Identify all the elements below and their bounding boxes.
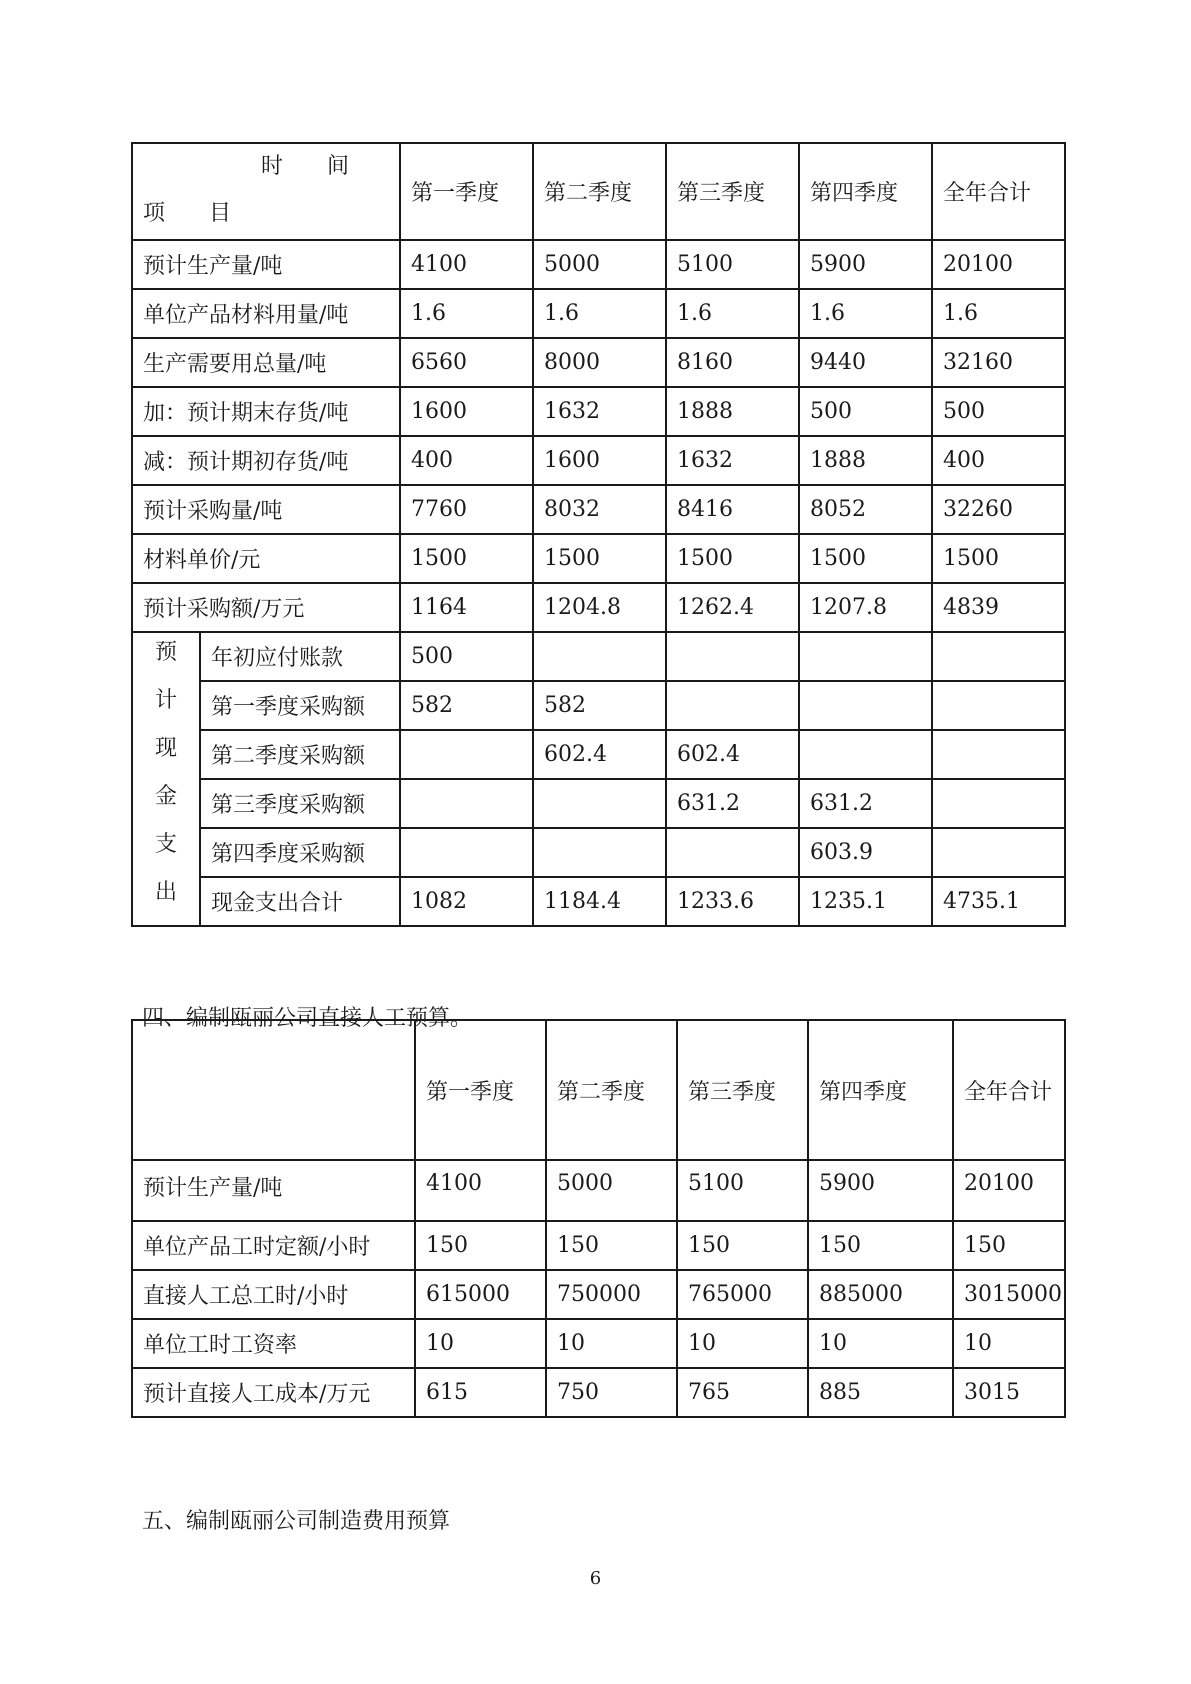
- value-cell: 20100: [953, 1160, 1065, 1221]
- cash-outflow-label: [132, 632, 200, 926]
- value-cell: 8032: [533, 485, 666, 534]
- value-cell: 5900: [808, 1160, 953, 1221]
- value-cell: [400, 828, 533, 877]
- table-row: [132, 387, 1065, 436]
- table-header-row: [132, 143, 1065, 240]
- value-cell: 1204.8: [533, 583, 666, 632]
- header-time-label: 时 间: [261, 154, 350, 179]
- labor-budget-table: [131, 1019, 1066, 1418]
- row-label: 预计生产量/吨: [132, 240, 400, 289]
- value-cell: 631.2: [799, 779, 932, 828]
- cash-row: [132, 877, 1065, 926]
- value-cell: 10: [808, 1319, 953, 1368]
- column-header: 第二季度: [546, 1020, 677, 1160]
- value-cell: 1632: [533, 387, 666, 436]
- cash-label-char: 支: [154, 832, 177, 857]
- row-label: 预计采购量/吨: [132, 485, 400, 534]
- value-cell: 10: [677, 1319, 808, 1368]
- row-label: 材料单价/元: [132, 534, 400, 583]
- value-cell: 1207.8: [799, 583, 932, 632]
- value-cell: 1888: [799, 436, 932, 485]
- value-cell: 8160: [666, 338, 799, 387]
- row-label: 生产需要用总量/吨: [132, 338, 400, 387]
- value-cell: [799, 632, 932, 681]
- value-cell: 150: [808, 1221, 953, 1270]
- cash-label-char: 现: [154, 736, 177, 761]
- cash-row: [132, 632, 1065, 681]
- column-header: 第一季度: [400, 143, 533, 240]
- value-cell: 20100: [932, 240, 1065, 289]
- column-header: 第三季度: [677, 1020, 808, 1160]
- table-row: [132, 1160, 1065, 1221]
- value-cell: 3015: [953, 1368, 1065, 1417]
- row-label: 加：预计期末存货/吨: [132, 387, 400, 436]
- value-cell: 582: [533, 681, 666, 730]
- value-cell: 615000: [415, 1270, 546, 1319]
- value-cell: 400: [932, 436, 1065, 485]
- column-header: 全年合计: [953, 1020, 1065, 1160]
- value-cell: 32160: [932, 338, 1065, 387]
- header-item-label: 项 目: [143, 201, 232, 226]
- table-row: [132, 1368, 1065, 1417]
- value-cell: 5000: [533, 240, 666, 289]
- row-label: 单位工时工资率: [132, 1319, 415, 1368]
- value-cell: 10: [546, 1319, 677, 1368]
- row-label: 直接人工总工时/小时: [132, 1270, 415, 1319]
- value-cell: 500: [799, 387, 932, 436]
- value-cell: 10: [415, 1319, 546, 1368]
- table-row: [132, 1270, 1065, 1319]
- value-cell: 1500: [533, 534, 666, 583]
- value-cell: 1.6: [932, 289, 1065, 338]
- row-label: 第四季度采购额: [200, 828, 400, 877]
- table-row: [132, 240, 1065, 289]
- value-cell: 885: [808, 1368, 953, 1417]
- value-cell: 5100: [666, 240, 799, 289]
- cash-label-char: 预: [154, 640, 177, 665]
- value-cell: 1082: [400, 877, 533, 926]
- value-cell: 615: [415, 1368, 546, 1417]
- row-label: 单位产品工时定额/小时: [132, 1221, 415, 1270]
- value-cell: 1.6: [799, 289, 932, 338]
- table-row: [132, 289, 1065, 338]
- value-cell: [932, 681, 1065, 730]
- row-label: 第三季度采购额: [200, 779, 400, 828]
- row-label: 现金支出合计: [200, 877, 400, 926]
- material-budget-table: [131, 142, 1066, 927]
- value-cell: [400, 779, 533, 828]
- corner-header-cell: [132, 143, 400, 240]
- cash-row: [132, 730, 1065, 779]
- table-header-row: [132, 1020, 1065, 1160]
- value-cell: 7760: [400, 485, 533, 534]
- column-header: 第四季度: [808, 1020, 953, 1160]
- value-cell: 150: [953, 1221, 1065, 1270]
- value-cell: 750: [546, 1368, 677, 1417]
- column-header: 第三季度: [666, 143, 799, 240]
- row-label: 预计直接人工成本/万元: [132, 1368, 415, 1417]
- value-cell: 1184.4: [533, 877, 666, 926]
- row-label: 第二季度采购额: [200, 730, 400, 779]
- value-cell: [799, 681, 932, 730]
- empty-corner-cell: [132, 1020, 415, 1160]
- row-label: 预计采购额/万元: [132, 583, 400, 632]
- value-cell: 1632: [666, 436, 799, 485]
- value-cell: 400: [400, 436, 533, 485]
- value-cell: 150: [415, 1221, 546, 1270]
- value-cell: 500: [400, 632, 533, 681]
- value-cell: 4100: [400, 240, 533, 289]
- value-cell: 602.4: [666, 730, 799, 779]
- value-cell: 4839: [932, 583, 1065, 632]
- value-cell: 8000: [533, 338, 666, 387]
- value-cell: [932, 730, 1065, 779]
- value-cell: 765000: [677, 1270, 808, 1319]
- value-cell: 5000: [546, 1160, 677, 1221]
- value-cell: 1500: [666, 534, 799, 583]
- cash-label-char: 计: [154, 688, 177, 713]
- cash-row: [132, 828, 1065, 877]
- value-cell: 5900: [799, 240, 932, 289]
- value-cell: 150: [677, 1221, 808, 1270]
- row-label: 减：预计期初存货/吨: [132, 436, 400, 485]
- value-cell: 1500: [932, 534, 1065, 583]
- value-cell: 9440: [799, 338, 932, 387]
- column-header: 第二季度: [533, 143, 666, 240]
- value-cell: [666, 632, 799, 681]
- table-row: [132, 436, 1065, 485]
- value-cell: 150: [546, 1221, 677, 1270]
- cash-row: [132, 779, 1065, 828]
- value-cell: 4100: [415, 1160, 546, 1221]
- value-cell: 10: [953, 1319, 1065, 1368]
- value-cell: [533, 779, 666, 828]
- table-row: [132, 534, 1065, 583]
- value-cell: 602.4: [533, 730, 666, 779]
- value-cell: 500: [932, 387, 1065, 436]
- value-cell: 32260: [932, 485, 1065, 534]
- value-cell: 1.6: [533, 289, 666, 338]
- table-row: [132, 583, 1065, 632]
- cash-row: [132, 681, 1065, 730]
- section-heading-4: 四、编制瓯丽公司直接人工预算。: [142, 1006, 473, 1031]
- section-heading-5: 五、编制瓯丽公司制造费用预算: [142, 1509, 451, 1534]
- row-label: 预计生产量/吨: [132, 1160, 415, 1221]
- value-cell: 1262.4: [666, 583, 799, 632]
- value-cell: 765: [677, 1368, 808, 1417]
- row-label: 年初应付账款: [200, 632, 400, 681]
- value-cell: [666, 681, 799, 730]
- value-cell: 1500: [799, 534, 932, 583]
- value-cell: 1164: [400, 583, 533, 632]
- value-cell: [932, 632, 1065, 681]
- value-cell: [799, 730, 932, 779]
- value-cell: [932, 779, 1065, 828]
- page-number: 6: [589, 1568, 602, 1589]
- value-cell: 750000: [546, 1270, 677, 1319]
- value-cell: 1.6: [400, 289, 533, 338]
- value-cell: 1888: [666, 387, 799, 436]
- value-cell: [533, 828, 666, 877]
- value-cell: 1600: [533, 436, 666, 485]
- row-label: 单位产品材料用量/吨: [132, 289, 400, 338]
- row-label: 第一季度采购额: [200, 681, 400, 730]
- value-cell: 6560: [400, 338, 533, 387]
- column-header: 第四季度: [799, 143, 932, 240]
- value-cell: 1600: [400, 387, 533, 436]
- value-cell: [932, 828, 1065, 877]
- value-cell: 631.2: [666, 779, 799, 828]
- value-cell: 603.9: [799, 828, 932, 877]
- cash-label-char: 出: [154, 880, 177, 905]
- cash-label-char: 金: [154, 784, 177, 809]
- value-cell: [666, 828, 799, 877]
- value-cell: [400, 730, 533, 779]
- table-row: [132, 338, 1065, 387]
- value-cell: 1500: [400, 534, 533, 583]
- column-header: 全年合计: [932, 143, 1065, 240]
- value-cell: 5100: [677, 1160, 808, 1221]
- value-cell: 1.6: [666, 289, 799, 338]
- table-row: [132, 485, 1065, 534]
- value-cell: 582: [400, 681, 533, 730]
- value-cell: 8052: [799, 485, 932, 534]
- value-cell: [533, 632, 666, 681]
- value-cell: 4735.1: [932, 877, 1065, 926]
- value-cell: 1235.1: [799, 877, 932, 926]
- table-row: [132, 1319, 1065, 1368]
- value-cell: 1233.6: [666, 877, 799, 926]
- value-cell: 8416: [666, 485, 799, 534]
- column-header: 第一季度: [415, 1020, 546, 1160]
- value-cell: 3015000: [953, 1270, 1065, 1319]
- table-row: [132, 1221, 1065, 1270]
- value-cell: 885000: [808, 1270, 953, 1319]
